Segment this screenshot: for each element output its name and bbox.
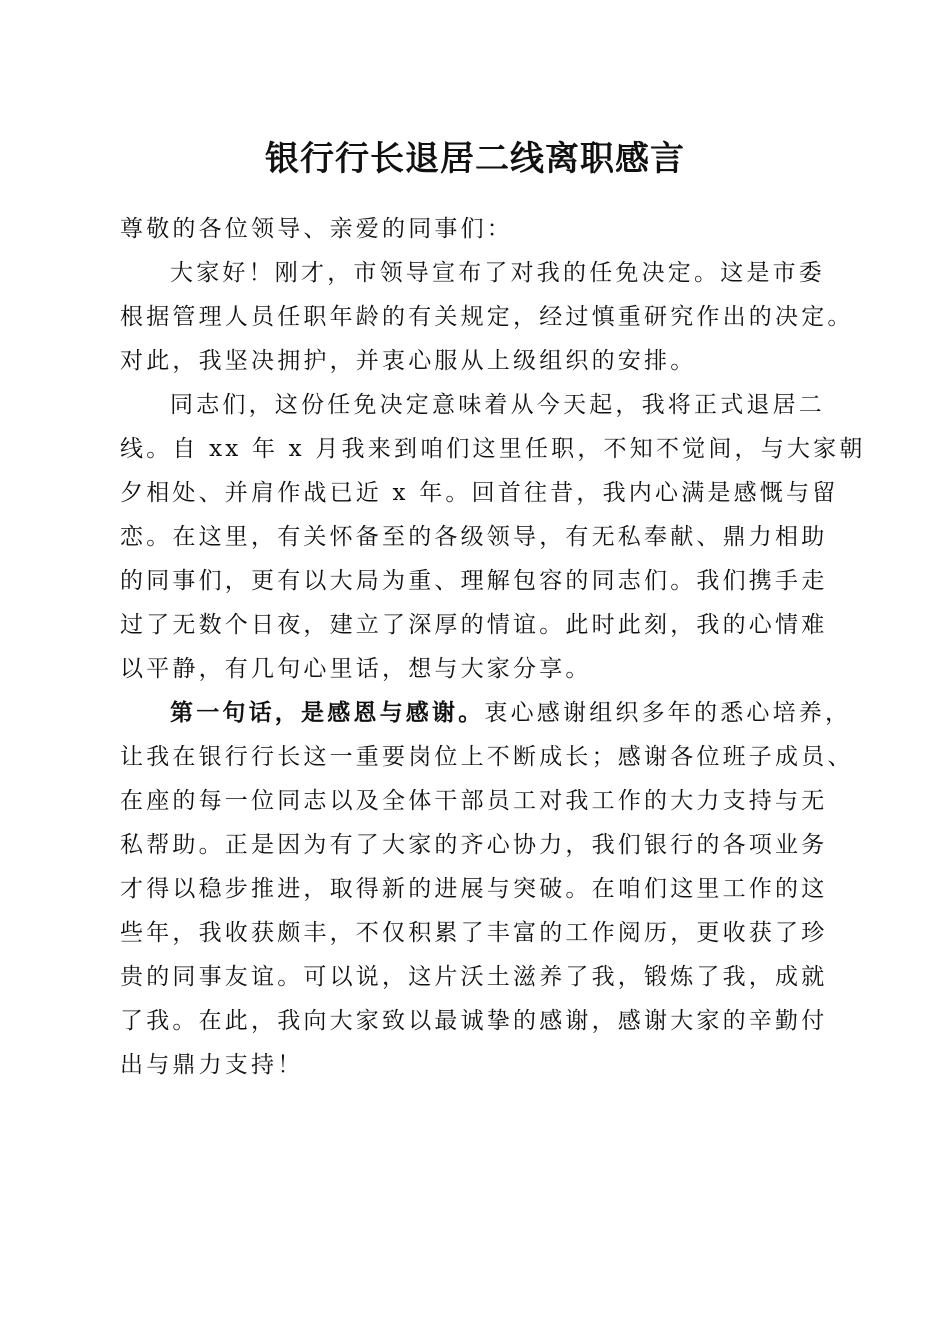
paragraph-3-line-3: 在座的每一位同志以及全体干部员工对我工作的大力支持与无 (120, 788, 828, 814)
paragraph-3-line-8: 了我。在此，我向大家致以最诚挚的感谢，感谢大家的辛勤付 (120, 1008, 828, 1034)
paragraph-2-line-4: 恋。在这里，有关怀备至的各级领导，有无私奉献、鼎力相助 (120, 524, 828, 550)
paragraph-2-line-5: 的同事们，更有以大局为重、理解包容的同志们。我们携手走 (120, 568, 828, 594)
paragraph-3-line-1 (120, 691, 852, 735)
paragraph-2-line-3: 夕相处、并肩作战已近 x 年。回首往昔，我内心满是感慨与留 (120, 480, 839, 506)
paragraph-3-line-5: 才得以稳步推进，取得新的进展与突破。在咱们这里工作的这 (120, 876, 828, 902)
paragraph-3-line-4: 私帮助。正是因为有了大家的齐心协力，我们银行的各项业务 (120, 832, 828, 858)
paragraph-1-line-2: 根据管理人员任职年龄的有关规定，经过慎重研究作出的决定。 (120, 304, 854, 330)
paragraph-3-line-6: 些年，我收获颇丰，不仅积累了丰富的工作阅历，更收获了珍 (120, 920, 828, 946)
paragraph-2-line-7: 以平静，有几句心里话，想与大家分享。 (120, 656, 592, 682)
document-title: 银行行长退居二线离职感言 (265, 139, 685, 179)
paragraph-1-line-3: 对此，我坚决拥护，并衷心服从上级组织的安排。 (120, 348, 697, 374)
paragraph-2-line-1: 同志们，这份任免决定意味着从今天起，我将正式退居二 (170, 392, 825, 418)
paragraph-1-line-1: 大家好！刚才，市领导宣布了对我的任免决定。这是市委 (170, 260, 825, 286)
paragraph-3-line-9: 出与鼎力支持！ (120, 1052, 304, 1078)
paragraph-2-line-2: 线。自 xx 年 x 月我来到咱们这里任职，不知不觉间，与大家朝 (120, 436, 866, 462)
salutation-line: 尊敬的各位领导、亲爱的同事们： (120, 216, 513, 242)
document-body (120, 207, 866, 1087)
paragraph-3-line-7: 贵的同事友谊。可以说，这片沃土滋养了我，锻炼了我，成就 (120, 964, 828, 990)
section-heading-gratitude: 第一句话，是感恩与感谢。 (170, 699, 485, 726)
paragraph-2-line-6: 过了无数个日夜，建立了深厚的情谊。此时此刻，我的心情难 (120, 612, 828, 638)
paragraph-3-line-1-text: 衷心感谢组织多年的悉心培养， (484, 700, 852, 726)
paragraph-3-line-2: 让我在银行行长这一重要岗位上不断成长；感谢各位班子成员、 (120, 744, 854, 770)
